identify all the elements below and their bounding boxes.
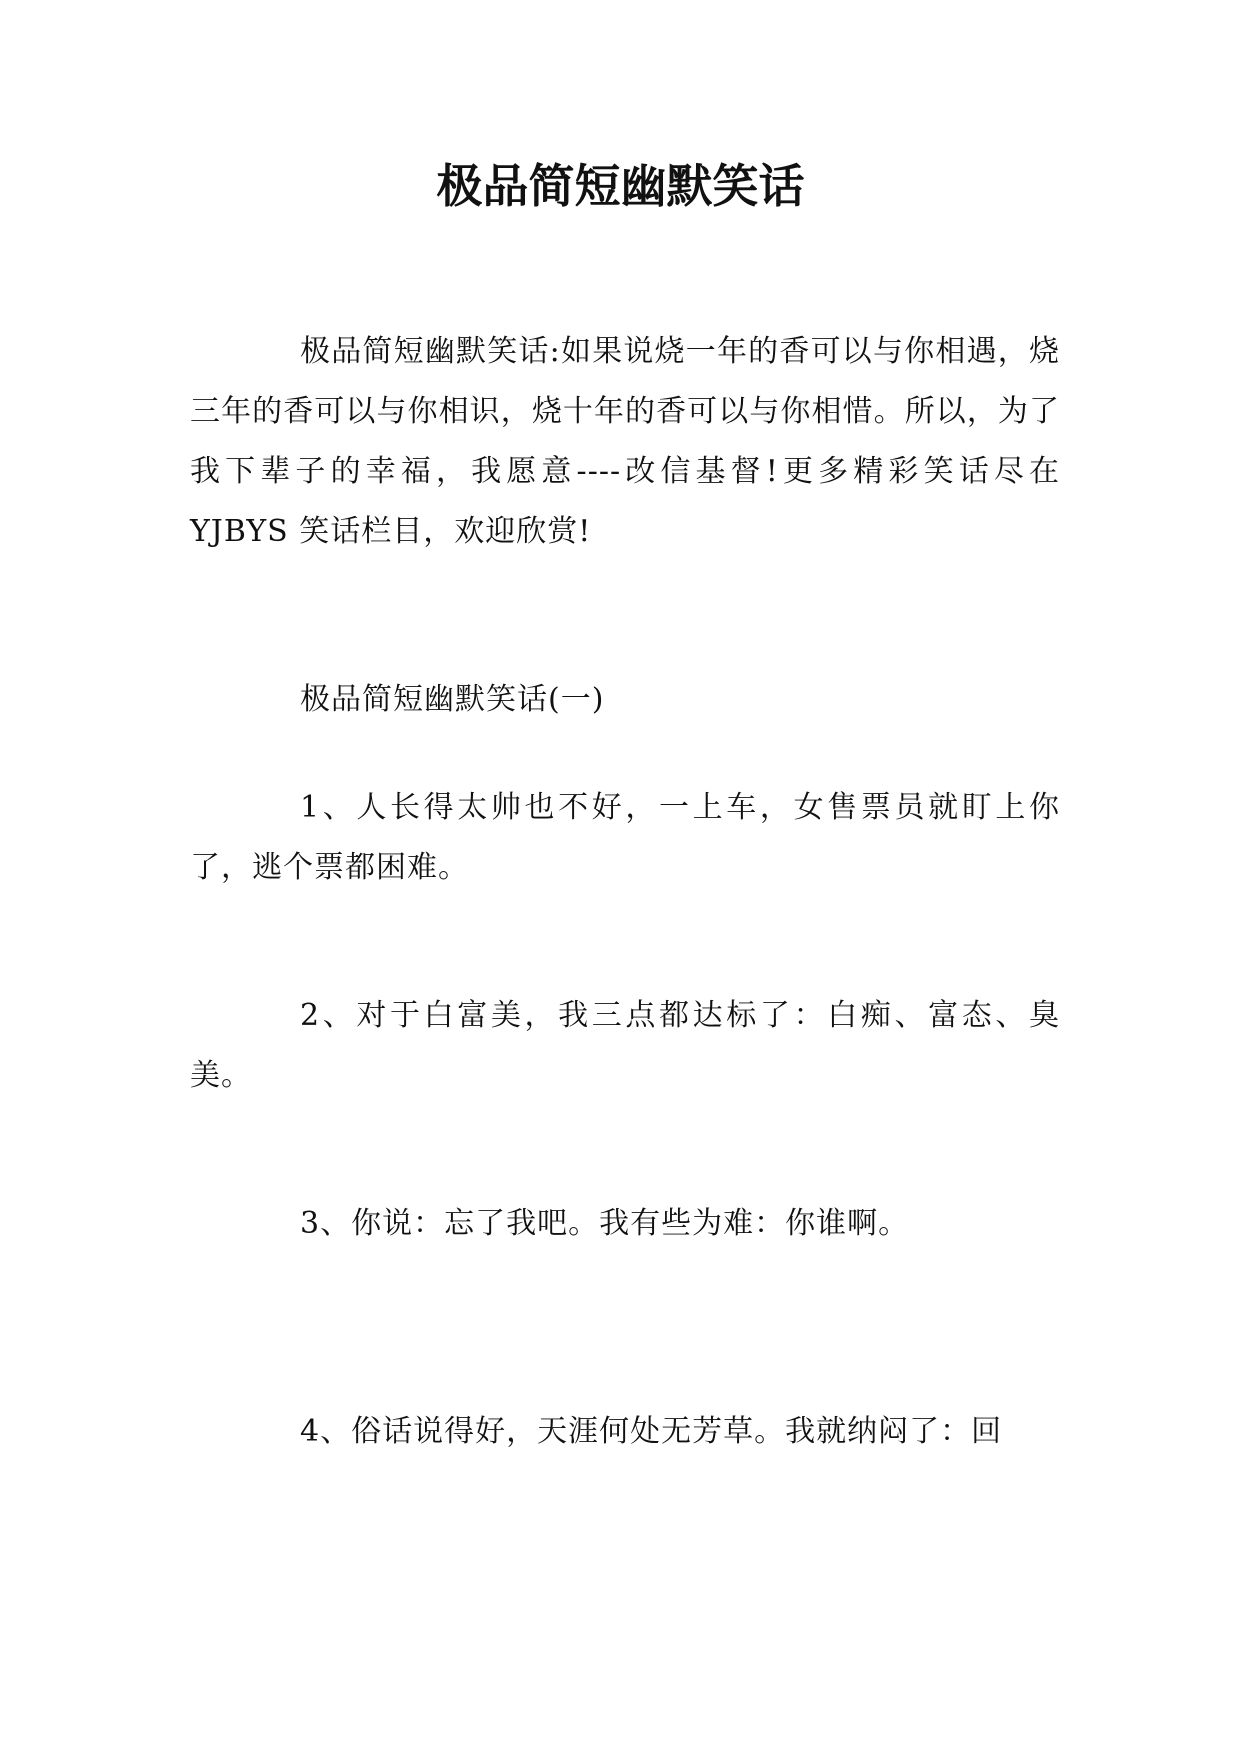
section-heading: 极品简短幽默笑话(一): [300, 682, 605, 717]
joke-item-4: 4、俗话说得好，天涯何处无芳草。我就纳闷了：回: [300, 1414, 1003, 1449]
joke-item-1: 1、人长得太帅也不好，一上车，女售票员就盯上你了，逃个票都困难。: [190, 790, 1060, 885]
joke-item-2: 2、对于白富美，我三点都达标了：白痴、富态、臭美。: [190, 998, 1060, 1093]
intro-paragraph: 极品简短幽默笑话:如果说烧一年的香可以与你相遇，烧三年的香可以与你相识，烧十年的香可以与你相惜。所以，为了我下辈子的幸福，我愿意----改信基督!更多精彩笑话尽在 YJBYS 笑话栏目，欢迎欣赏!: [190, 334, 1060, 549]
joke-item-3: 3、你说：忘了我吧。我有些为难：你谁啊。: [300, 1206, 910, 1241]
document-title: 极品简短幽默笑话: [436, 159, 805, 213]
